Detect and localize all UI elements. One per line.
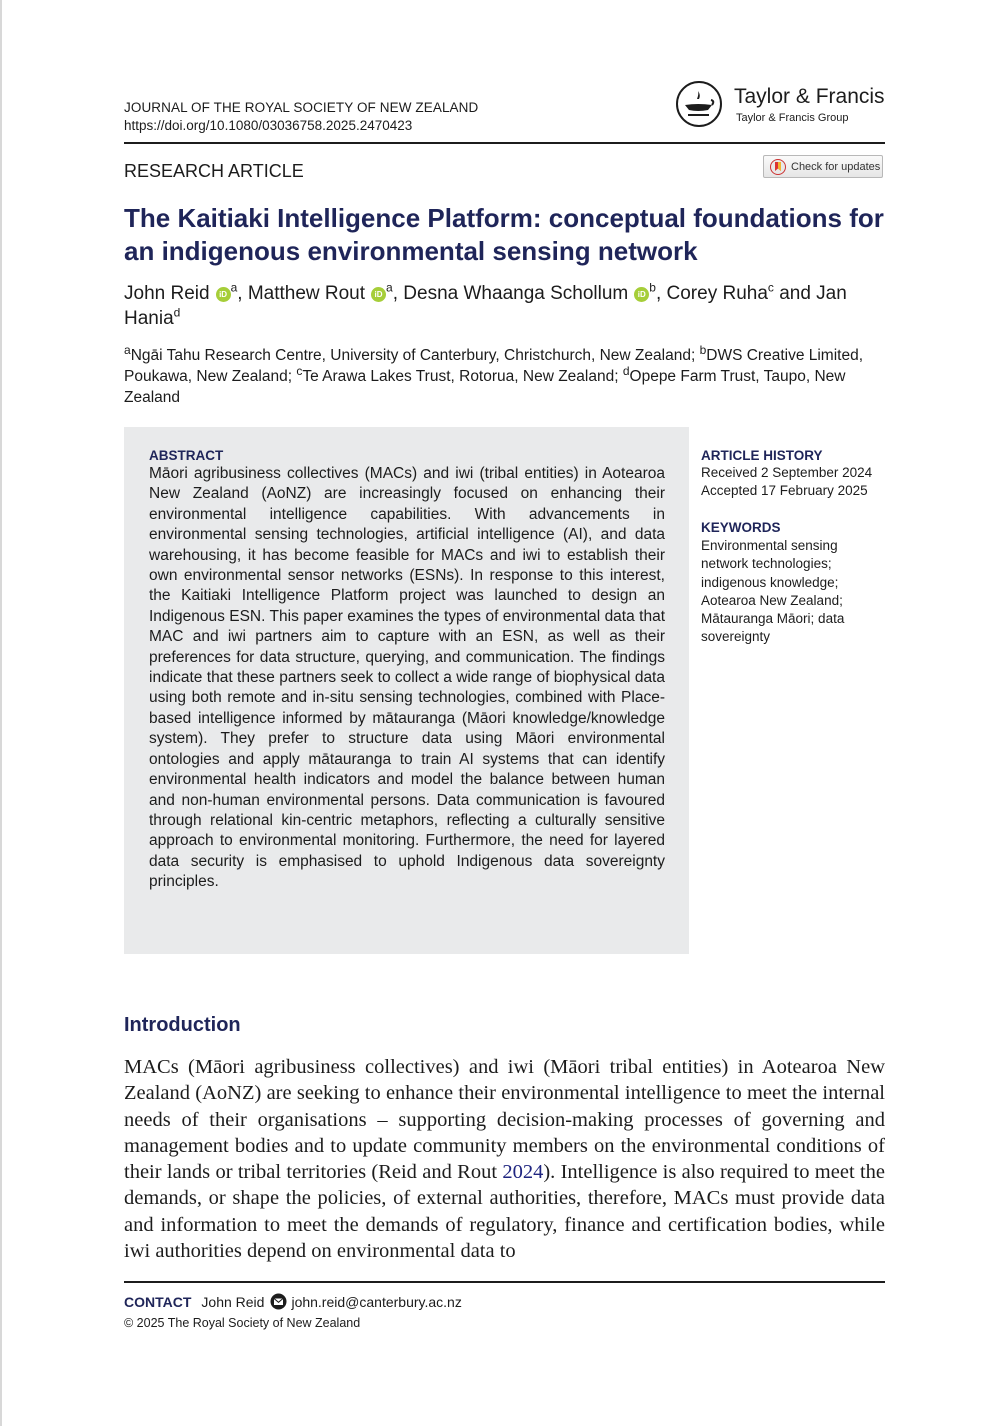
affiliation-text: DWS Creative Limited, Poukawa, New Zealand;	[124, 347, 864, 385]
journal-header	[124, 99, 478, 135]
affiliation-marker: b	[649, 280, 656, 295]
introduction-paragraph	[124, 1054, 885, 1264]
lamp-icon	[676, 81, 722, 127]
abstract-text: Māori agribusiness collectives (MACs) and iwi (tribal entities) in Aotearoa New Zealand (AoNZ) are increasingly focused on enhancing their environmental intelligence capabilities. With advancements in environmental sensing technologies, artificial intelligence (AI), and data warehousing, it has become feasible for MACs and iwi to establish their own environmental sensor networks (ESNs). In response to this interest, the Kaitiaki Intelligence Platform project was launched to design an Indigenous ESN. This paper examines the types of environmental data that MAC and iwi partners aim to capture with an ESN, as well as their preferences for data structure, querying, and communication. The findings indicate that these partners seek to collect a wide range of biophysical data using both remote and in-situ sensing technologies, combined with Place-based intelligence informed by mātauranga (Māori knowledge/knowledge system). They prefer to structure data using Māori environmental ontologies and apply mātauranga to train AI systems that can identify environmental health indicators and model the balance between human and non-human environmental persons. Data communication is favoured through relational kin-centric metaphors, reflecting a culturally sensitive approach to environmental monitoring. Furthermore, the need for layered data security is emphasised to uphold Indigenous data sovereignty principles.	[149, 465, 665, 891]
affiliation-text: Te Arawa Lakes Trust, Rotorua, New Zealand;	[302, 368, 623, 385]
orcid-icon[interactable]: iD	[371, 287, 386, 302]
affiliation-text: Ngāi Tahu Research Centre, University of Canterbury, Christchurch, New Zealand;	[130, 347, 700, 364]
article-history-heading: ARTICLE HISTORY	[701, 448, 823, 463]
publisher-group: Taylor & Francis Group	[736, 112, 849, 124]
author-name[interactable]: Matthew Rout	[247, 283, 366, 304]
keywords-list	[701, 537, 871, 647]
introduction-heading: Introduction	[124, 1014, 241, 1036]
page-edge	[0, 0, 2, 1426]
contact-email[interactable]: john.reid@canterbury.ac.nz	[291, 1293, 462, 1310]
affiliation-marker: a	[124, 342, 131, 357]
abstract-heading: ABSTRACT	[149, 448, 224, 463]
contact-label: CONTACT	[124, 1293, 192, 1310]
author-conjunction: and	[779, 283, 811, 304]
received-date: Received 2 September 2024	[701, 465, 873, 480]
author-name[interactable]: John Reid	[124, 283, 210, 304]
affiliations	[124, 342, 889, 408]
journal-name: JOURNAL OF THE ROYAL SOCIETY OF NEW ZEALAND	[124, 100, 479, 115]
contact-line	[124, 1293, 462, 1310]
author-name[interactable]: Jan Hania	[124, 283, 847, 329]
affiliation-marker: a	[386, 280, 393, 295]
author-list: John Reid iD $^a$, Matthew Rout iD $^a$, Desna Whaanga Schollum iD $^b$, Corey Ruha$^c$ and Jan Hania$^d$	[124, 280, 847, 329]
keyword-item: Environmental sensing network technologies;	[701, 538, 838, 572]
publisher-logo[interactable]	[676, 81, 896, 133]
copyright: © 2025 The Royal Society of New Zealand	[124, 1316, 361, 1330]
article-history	[701, 464, 872, 501]
check-for-updates-label: Check for updates	[791, 160, 881, 173]
header-divider	[124, 142, 885, 144]
accepted-date: Accepted 17 February 2025	[701, 483, 868, 499]
affiliation-marker: c	[767, 280, 774, 295]
article-type: RESEARCH ARTICLE	[124, 161, 304, 181]
affiliation-marker: d	[173, 305, 181, 320]
body-text: MACs (Māori agribusiness collectives) and iwi (Māori tribal entities) in Aotearoa New Zealand (AoNZ) are seeking to enhance their environmental intelligence to meet the internal needs of their organisations – supporting decision-making processes of governing and management bodies and to update community members on the environmental conditions of their lands or tribal territories (Reid and Rout	[124, 1056, 885, 1184]
keyword-item: Mātauranga Māori; data sovereignty	[701, 611, 845, 645]
body-text: ). Intelligence is also required to meet the demands, or shape the policies, of external authorities, therefore, MACs must provide data and information to meet the demands of regulatory, finance and certification bodies, while iwi authorities depend on environmental data to	[124, 1161, 885, 1263]
crossmark-icon	[770, 159, 786, 175]
keyword-item: Aotearoa New Zealand;	[701, 592, 843, 608]
affiliation-text: Opepe Farm Trust, Taupo, New Zealand	[124, 368, 846, 406]
article-title: The Kaitiaki Intelligence Platform: conceptual foundations for an indigenous environmental sensing network	[124, 203, 884, 266]
orcid-icon[interactable]: iD	[216, 287, 231, 302]
author-name[interactable]: Corey Ruha	[666, 283, 768, 304]
contact-name: John Reid	[201, 1293, 265, 1310]
affiliation-marker: d	[622, 363, 630, 378]
affiliation-marker: b	[699, 342, 707, 357]
envelope-icon	[270, 1293, 287, 1310]
affiliation-marker: c	[296, 363, 303, 378]
keyword-item: indigenous knowledge;	[701, 574, 839, 590]
doi-link[interactable]: https://doi.org/10.1080/03036758.2025.2470423	[124, 118, 413, 133]
author-name[interactable]: Desna Whaanga Schollum	[403, 283, 629, 304]
footer-divider	[124, 1281, 885, 1283]
orcid-icon[interactable]: iD	[634, 287, 649, 302]
affiliation-marker: a	[230, 280, 238, 295]
keywords-heading: KEYWORDS	[701, 520, 781, 535]
check-for-updates-button[interactable]	[763, 155, 883, 178]
publisher-name: Taylor & Francis	[734, 85, 885, 108]
citation-link[interactable]: 2024	[502, 1161, 544, 1184]
